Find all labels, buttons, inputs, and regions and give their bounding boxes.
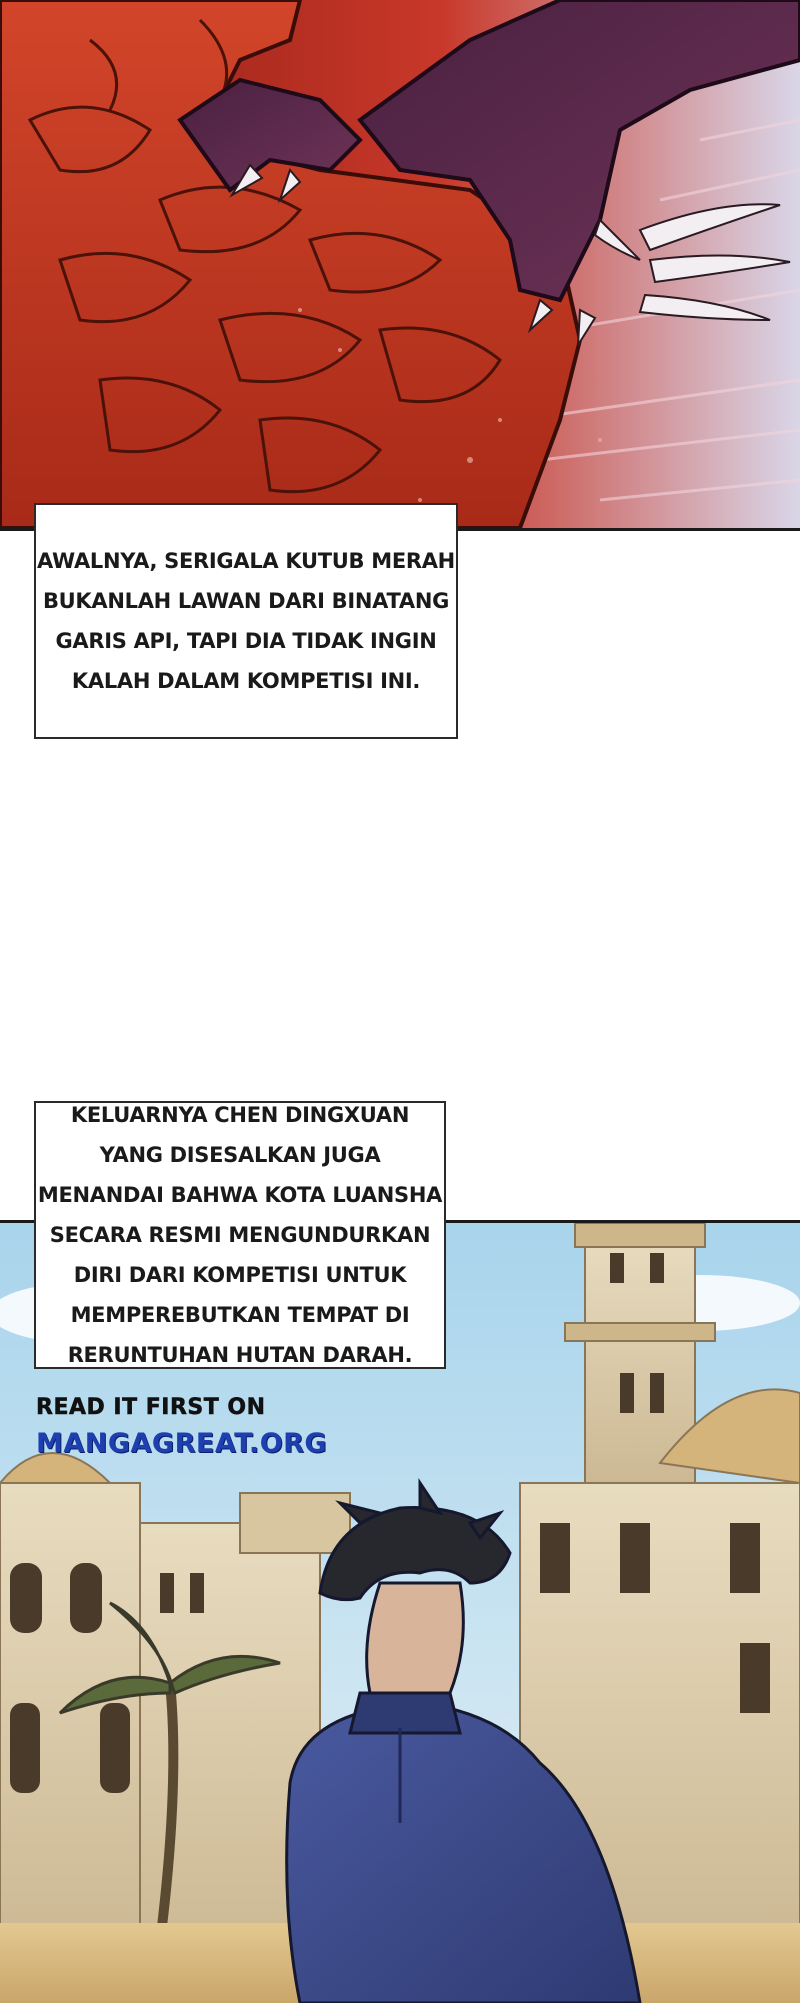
caption-text-second: KELUARNYA CHEN DINGXUAN YANG DISESALKAN JUGA MENANDAI BAHWA KOTA LUANSHA SECARA RESMI MENGUNDURKAN DIRI DARI KOMPETISI UNTUK MEMPEREBUTKAN TEMPAT DI RERUNTUHAN HUTAN DARAH. (37, 1103, 443, 1367)
watermark-tagline: READ IT FIRST ON (36, 1395, 266, 1420)
watermark-site: MANGAGREAT.ORG (36, 1428, 328, 1459)
battle-panel (0, 0, 800, 531)
caption-text-first: AWALNYA, SERIGALA KUTUB MERAH BUKANLAH LAWAN DARI BINATANG GARIS API, TAPI DIA TIDAK INGIN KALAH DALAM KOMPETISI INI. (37, 549, 455, 693)
watermark (36, 1395, 336, 1459)
caption-box-second (34, 1101, 446, 1369)
battle-illustration (0, 0, 800, 528)
caption-box-first (34, 503, 458, 739)
